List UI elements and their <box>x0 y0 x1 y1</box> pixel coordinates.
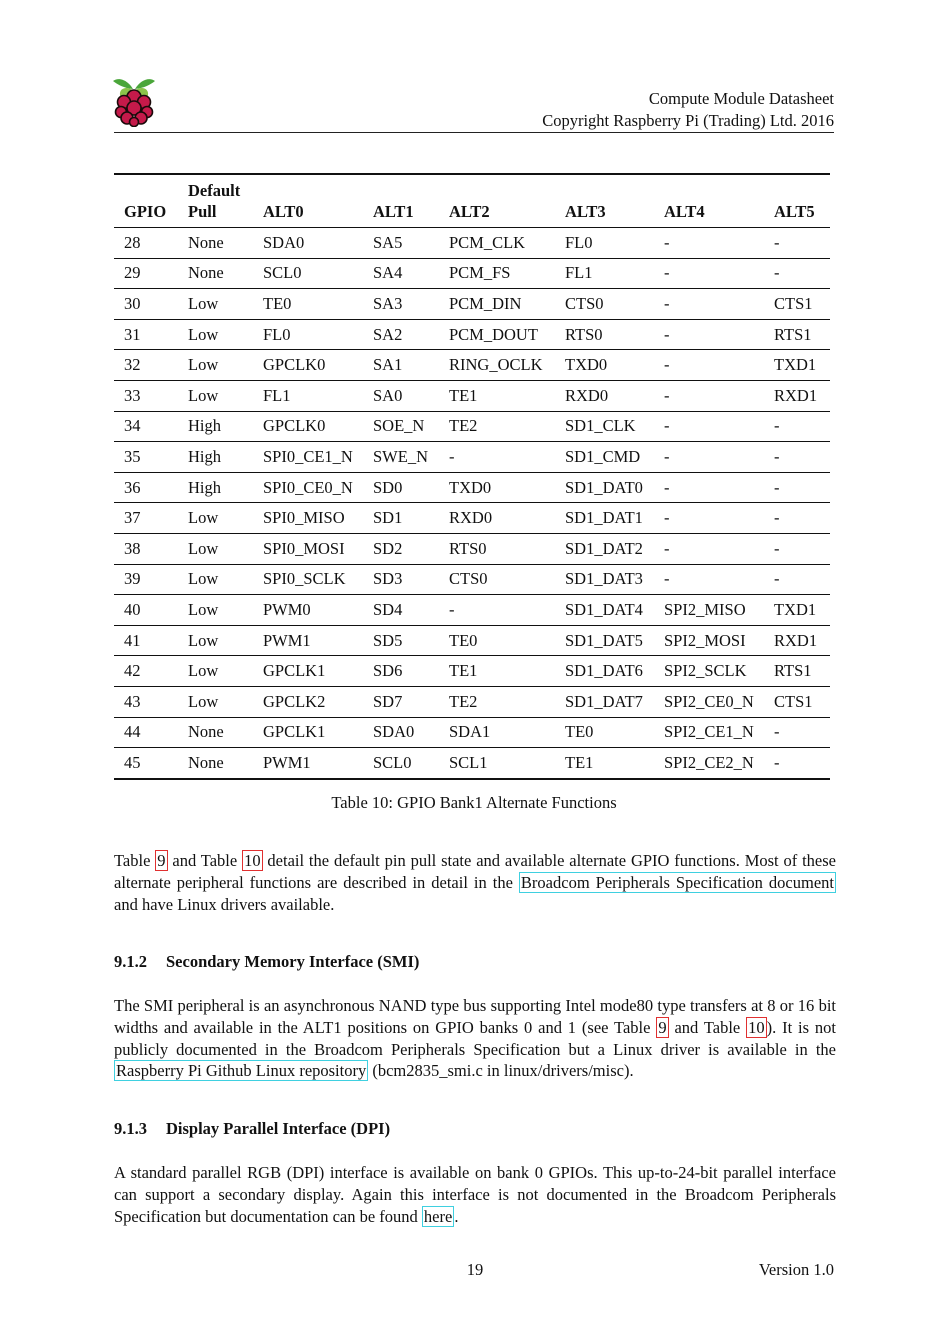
table-row <box>114 748 830 779</box>
header-copyright: Copyright Raspberry Pi (Trading) Ltd. 2016 <box>542 111 834 130</box>
table-cell: Low <box>178 625 253 656</box>
table-cell: SPI2_MISO <box>654 595 764 626</box>
table-cell: SD1_DAT0 <box>555 472 654 503</box>
table-cell: SDA0 <box>363 717 439 748</box>
table-cell: GPCLK2 <box>253 686 363 717</box>
section-heading-dpi: 9.1.3 Display Parallel Interface (DPI) <box>114 1119 391 1138</box>
table-cell: TE1 <box>555 748 654 779</box>
table-cell: None <box>178 717 253 748</box>
table-cell: High <box>178 411 253 442</box>
table-cell: 39 <box>114 564 178 595</box>
table-cell: Low <box>178 564 253 595</box>
table-cell: SPI0_MISO <box>253 503 363 534</box>
table-cell: - <box>764 228 830 259</box>
broadcom-spec-link[interactable]: Broadcom Peripherals Specification document <box>520 872 834 892</box>
table-cell: - <box>654 503 764 534</box>
table-cell: GPCLK0 <box>253 411 363 442</box>
table-cell: SD1_DAT6 <box>555 656 654 687</box>
column-header: ALT4 <box>654 174 764 228</box>
table-cell: TE2 <box>439 686 555 717</box>
table-cell: SD1_CLK <box>555 411 654 442</box>
table-cell: SWE_N <box>363 442 439 473</box>
table-cell: RTS0 <box>555 319 654 350</box>
table-cell: None <box>178 228 253 259</box>
gpio-bank1-table <box>114 173 830 780</box>
table-cell: TE0 <box>439 625 555 656</box>
table-row <box>114 442 830 473</box>
table-cell: Low <box>178 289 253 320</box>
table-cell: SD1_DAT3 <box>555 564 654 595</box>
table-cell: - <box>764 411 830 442</box>
table-cell: PWM0 <box>253 595 363 626</box>
table-cell: 29 <box>114 258 178 289</box>
table-cell: Low <box>178 350 253 381</box>
table-cell: PCM_DOUT <box>439 319 555 350</box>
table-cell: - <box>654 258 764 289</box>
table-cell: FL1 <box>555 258 654 289</box>
table-cell: SPI2_CE0_N <box>654 686 764 717</box>
table-cell: - <box>654 380 764 411</box>
table-cell: SPI2_MOSI <box>654 625 764 656</box>
table-cell: Low <box>178 319 253 350</box>
page-header <box>542 88 834 132</box>
table-cell: - <box>654 564 764 595</box>
table-cell: SCL1 <box>439 748 555 779</box>
table-cell: GPCLK1 <box>253 656 363 687</box>
table-cell: SD1 <box>363 503 439 534</box>
table-cell: TE1 <box>439 380 555 411</box>
table-cell: - <box>764 442 830 473</box>
table-cell: - <box>764 472 830 503</box>
table-row <box>114 258 830 289</box>
table-cell: - <box>654 289 764 320</box>
table-cell: SD1_DAT7 <box>555 686 654 717</box>
table-cell: SA3 <box>363 289 439 320</box>
table-cell: RXD1 <box>764 380 830 411</box>
table-10-reference-link[interactable]: 10 <box>244 851 261 870</box>
raspberry-pi-logo-icon <box>112 75 156 127</box>
table-row <box>114 319 830 350</box>
table-row <box>114 503 830 534</box>
table-cell: RXD0 <box>439 503 555 534</box>
table-cell: RTS0 <box>439 533 555 564</box>
table-cell: - <box>654 319 764 350</box>
table-cell: PCM_FS <box>439 258 555 289</box>
column-header: ALT1 <box>363 174 439 228</box>
table-cell: TXD0 <box>439 472 555 503</box>
column-header: ALT0 <box>253 174 363 228</box>
table-cell: PWM1 <box>253 625 363 656</box>
column-header: Default Pull <box>178 174 253 228</box>
table-row <box>114 472 830 503</box>
table-cell: SA2 <box>363 319 439 350</box>
table-row <box>114 717 830 748</box>
table-cell: TXD1 <box>764 350 830 381</box>
table-caption: Table 10: GPIO Bank1 Alternate Functions <box>331 793 617 812</box>
table-cell: TE0 <box>555 717 654 748</box>
table-cell: SD1_DAT4 <box>555 595 654 626</box>
table-cell: SD6 <box>363 656 439 687</box>
table-cell: - <box>764 564 830 595</box>
paragraph-smi: The SMI peripheral is an asynchronous NAND type bus supporting Intel mode80 type transfers at 8 or 16 bit widths and available in the ALT1 positions on GPIO banks 0 and 1 (see Table 9 and Table 10 ). It is not publicly documented in the Broadcom Peripherals Specification but a Linux driver is available in the Raspberry Pi Github Linux repository (bcm2835_smi.c in linux/drivers/misc). <box>114 996 836 1081</box>
table-cell: Low <box>178 380 253 411</box>
github-linux-repo-link[interactable]: Raspberry Pi Github Linux repository <box>116 1061 367 1081</box>
table-row <box>114 350 830 381</box>
table-cell: SCL0 <box>363 748 439 779</box>
table-cell: 42 <box>114 656 178 687</box>
table-cell: Low <box>178 533 253 564</box>
table-cell: RTS1 <box>764 656 830 687</box>
table-cell: 44 <box>114 717 178 748</box>
table-cell: GPCLK1 <box>253 717 363 748</box>
page-number: 19 <box>466 1260 484 1279</box>
table-10-reference-link[interactable]: 10 <box>748 1017 765 1037</box>
table-cell: SD0 <box>363 472 439 503</box>
table-cell: None <box>178 258 253 289</box>
table-9-reference-link[interactable]: 9 <box>658 1017 667 1037</box>
table-cell: SD1_DAT5 <box>555 625 654 656</box>
table-cell: SOE_N <box>363 411 439 442</box>
table-cell: 41 <box>114 625 178 656</box>
table-row <box>114 411 830 442</box>
table-cell: - <box>764 503 830 534</box>
table-cell: 37 <box>114 503 178 534</box>
table-row <box>114 656 830 687</box>
table-cell: TE0 <box>253 289 363 320</box>
table-cell: 40 <box>114 595 178 626</box>
table-row <box>114 625 830 656</box>
table-cell: 31 <box>114 319 178 350</box>
table-cell: - <box>764 258 830 289</box>
table-row <box>114 686 830 717</box>
table-cell: 35 <box>114 442 178 473</box>
table-cell: - <box>439 595 555 626</box>
table-row <box>114 564 830 595</box>
table-cell: SA4 <box>363 258 439 289</box>
column-header: ALT5 <box>764 174 830 228</box>
table-cell: 33 <box>114 380 178 411</box>
column-header: GPIO <box>114 174 178 228</box>
table-cell: None <box>178 748 253 779</box>
table-cell: RXD0 <box>555 380 654 411</box>
column-header: ALT3 <box>555 174 654 228</box>
table-cell: Low <box>178 656 253 687</box>
table-cell: 43 <box>114 686 178 717</box>
table-cell: SPI0_MOSI <box>253 533 363 564</box>
document-version: Version 1.0 <box>758 1260 834 1279</box>
table-cell: SD5 <box>363 625 439 656</box>
table-cell: SA5 <box>363 228 439 259</box>
table-9-reference-link[interactable]: 9 <box>157 851 166 870</box>
table-cell: RTS1 <box>764 319 830 350</box>
table-cell: TE1 <box>439 656 555 687</box>
table-cell: SPI0_SCLK <box>253 564 363 595</box>
table-cell: - <box>654 228 764 259</box>
table-cell: - <box>654 350 764 381</box>
header-doc-title: Compute Module Datasheet <box>648 89 834 108</box>
table-cell: - <box>654 411 764 442</box>
table-row <box>114 380 830 411</box>
table-cell: PCM_DIN <box>439 289 555 320</box>
table-cell: SDA1 <box>439 717 555 748</box>
table-cell: FL0 <box>555 228 654 259</box>
table-cell: SPI2_CE1_N <box>654 717 764 748</box>
table-cell: FL0 <box>253 319 363 350</box>
table-cell: TE2 <box>439 411 555 442</box>
table-cell: SD1_DAT1 <box>555 503 654 534</box>
table-cell: SD1_DAT2 <box>555 533 654 564</box>
table-cell: CTS0 <box>555 289 654 320</box>
table-cell: Low <box>178 503 253 534</box>
header-divider <box>114 132 834 133</box>
table-cell: - <box>764 748 830 779</box>
table-cell: High <box>178 472 253 503</box>
paragraph-dpi: A standard parallel RGB (DPI) interface is available on bank 0 GPIOs. This up-to-24-bit parallel interface can support a secondary display. Again this interface is not documented in the Broadcom Peripherals Specification but documentation can be found here . <box>114 1163 836 1226</box>
table-cell: 32 <box>114 350 178 381</box>
table-cell: High <box>178 442 253 473</box>
table-cell: CTS1 <box>764 289 830 320</box>
section-heading-smi: 9.1.2 Secondary Memory Interface (SMI) <box>114 952 420 971</box>
table-cell: - <box>764 717 830 748</box>
table-cell: FL1 <box>253 380 363 411</box>
table-row <box>114 228 830 259</box>
table-cell: Low <box>178 686 253 717</box>
table-cell: CTS1 <box>764 686 830 717</box>
table-cell: 36 <box>114 472 178 503</box>
table-cell: RING_OCLK <box>439 350 555 381</box>
table-cell: SD3 <box>363 564 439 595</box>
table-cell: GPCLK0 <box>253 350 363 381</box>
table-cell: SA1 <box>363 350 439 381</box>
table-cell: SD1_CMD <box>555 442 654 473</box>
table-cell: CTS0 <box>439 564 555 595</box>
table-cell: SDA0 <box>253 228 363 259</box>
table-cell: - <box>654 533 764 564</box>
table-header-row <box>114 174 830 228</box>
table-cell: SPI0_CE1_N <box>253 442 363 473</box>
table-cell: PWM1 <box>253 748 363 779</box>
table-cell: SCL0 <box>253 258 363 289</box>
table-cell: SPI0_CE0_N <box>253 472 363 503</box>
table-cell: 30 <box>114 289 178 320</box>
table-row <box>114 533 830 564</box>
table-cell: SPI2_CE2_N <box>654 748 764 779</box>
table-cell: SD4 <box>363 595 439 626</box>
table-cell: - <box>654 472 764 503</box>
table-cell: - <box>764 533 830 564</box>
table-cell: - <box>654 442 764 473</box>
table-cell: - <box>439 442 555 473</box>
column-header: ALT2 <box>439 174 555 228</box>
table-cell: SD7 <box>363 686 439 717</box>
table-cell: SPI2_SCLK <box>654 656 764 687</box>
table-cell: TXD0 <box>555 350 654 381</box>
table-cell: 38 <box>114 533 178 564</box>
table-cell: 34 <box>114 411 178 442</box>
table-cell: 28 <box>114 228 178 259</box>
dpi-documentation-link[interactable]: here <box>423 1206 453 1226</box>
table-row <box>114 289 830 320</box>
table-cell: SD2 <box>363 533 439 564</box>
table-row <box>114 595 830 626</box>
table-cell: RXD1 <box>764 625 830 656</box>
table-cell: TXD1 <box>764 595 830 626</box>
table-cell: Low <box>178 595 253 626</box>
table-cell: PCM_CLK <box>439 228 555 259</box>
table-cell: 45 <box>114 748 178 779</box>
paragraph-table-description: Table 9 and Table 10 detail the default pin pull state and available alternate GPIO functions. Most of these alternate peripheral functions are described in detail in the Broadcom Peripherals Specification document and have Linux drivers available. <box>114 851 836 914</box>
table-cell: SA0 <box>363 380 439 411</box>
